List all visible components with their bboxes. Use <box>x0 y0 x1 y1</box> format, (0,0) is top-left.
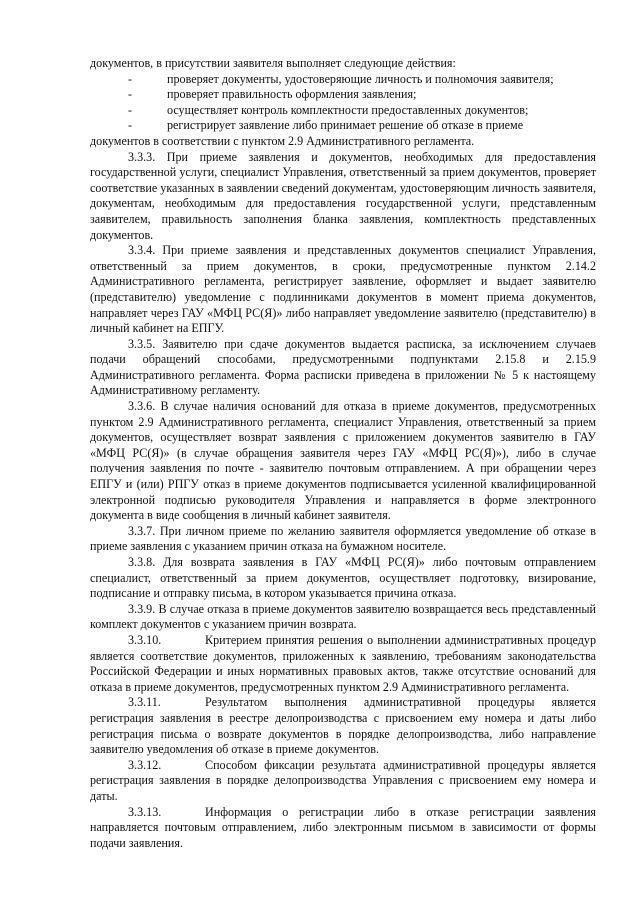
clause-3-3-10 <box>90 633 596 695</box>
clause-3-3-3 <box>90 150 596 244</box>
clause-3-3-6 <box>90 399 596 524</box>
bullet-continuation: документов в соответствии с пунктом 2.9 Административного регламента. <box>90 133 475 148</box>
bullet-item <box>90 72 596 88</box>
clause-text: При приеме заявления и документов, необходимых для предоставления государственной услуги, специалист Управления, ответственный за прием документов, проверяет соответствие указанных в заявлении сведений документам, удостоверяющим личность заявителя, документам, необходимым для предоставления государственной услуги, представленным заявителем, правильность заполнения бланка заявления, комплектность представленных документов. <box>90 149 596 242</box>
bullet-dash: - <box>128 118 133 133</box>
document-page <box>90 56 596 851</box>
clause-number: 3.3.13. <box>128 804 162 819</box>
clause-3-3-5 <box>90 337 596 399</box>
clause-3-3-11 <box>90 695 596 757</box>
clause-3-3-13 <box>90 805 596 852</box>
clause-number: 3.3.7. <box>128 523 156 538</box>
clause-text: Для возврата заявления в ГАУ «МФЦ РС(Я)» либо почтовым отправлением специалист, ответственный за прием документов, осуществляет подготовку, визирование, подписание и отправку письма, в котором указывается причина отказа. <box>90 555 596 601</box>
clause-text: В случае отказа в приеме документов заявителю возвращается весь представленный комплект документов с указанием причин возврата. <box>90 601 596 632</box>
clause-text: В случае наличия оснований для отказа в приеме документов, предусмотренных пунктом 2.9 Административного регламента, специалист Управления, ответственный за прием документов, осуществляет возврат заявления с приложением документов заявителю в ГАУ «МФЦ РС(Я)» (в случае обращения заявителя через ГАУ «МФЦ РС(Я)»), либо в случае получения заявления по почте - заявителю почтовым отправлением. А при обращении через ЕПГУ и (или) РПГУ отказ в приеме документов подписывается усиленной квалифицированной электронной подписью руководителя Управления и направляется в форме электронного документа в виде сообщения в личный кабинет заявителя. <box>90 399 596 523</box>
clause-number: 3.3.5. <box>128 336 156 351</box>
bullet-item <box>90 103 596 119</box>
clause-text: Критерием принятия решения о выполнении административных процедур является соответствие документов, приложенных к заявлению, требованиям законодательства Российской Федерации и иных нормативных правовых актов, также отсутствие оснований для отказа в приеме документов, предусмотренных пунктом 2.9 Административного регламента. <box>90 632 596 694</box>
clause-3-3-4 <box>90 243 596 337</box>
clause-number: 3.3.6. <box>128 399 156 414</box>
clause-number: 3.3.9. <box>128 601 156 616</box>
clause-text: При личном приеме по желанию заявителя оформляется уведомление об отказе в приеме заявления с указанием причин отказа на бумажном носителе. <box>90 523 596 554</box>
clause-text: Способом фиксации результата административной процедуры является регистрация заявления в порядке делопроизводства Управления с присвоением ему номера и даты. <box>90 757 596 803</box>
bullet-text: регистрирует заявление либо принимает решение об отказе в приеме <box>167 118 524 133</box>
clause-text: Результатом выполнения административной процедуры является регистрация заявления в реестре делопроизводства с присвоением ему номера и даты либо регистрация письма о возврате документов в порядке делопроизводства, либо направление заявителю уведомления об отказе в приеме документов. <box>90 695 596 757</box>
clause-3-3-12 <box>90 758 596 805</box>
bullet-text: проверяет правильность оформления заявления; <box>167 87 417 102</box>
lead-line: документов, в присутствии заявителя выполняет следующие действия: <box>90 56 456 70</box>
clause-number: 3.3.11. <box>128 695 161 710</box>
clause-text: Информация о регистрации либо в отказе регистрации заявления направляется почтовым отправлением, либо электронным письмом в зависимости от формы подачи заявления. <box>90 804 596 850</box>
clause-number: 3.3.3. <box>128 149 156 164</box>
clause-number: 3.3.12. <box>128 757 162 772</box>
bullet-dash: - <box>128 87 133 102</box>
bullet-text: осуществляет контроль комплектности предоставленных документов; <box>167 102 529 117</box>
clause-text: При приеме заявления и представленных документов специалист Управления, ответственный за прием документов, в сроки, предусмотренные пунктом 2.14.2 Административного регламента, регистрирует заявление, оформляет и выдает заявителю (представителю) уведомление с подлинниками документов в момент приема документов, направляет через ГАУ «МФЦ РС(Я)» либо направляет уведомление заявителю (представителю) в личный кабинет на ЕПГУ. <box>90 243 596 336</box>
bullet-item <box>90 118 596 134</box>
clause-3-3-8 <box>90 555 596 602</box>
clause-3-3-9 <box>90 602 596 633</box>
clause-number: 3.3.10. <box>128 632 162 647</box>
clause-number: 3.3.8. <box>128 555 156 569</box>
clause-number: 3.3.4. <box>128 243 156 258</box>
bullet-dash: - <box>128 102 133 117</box>
bullet-item <box>90 87 596 103</box>
bullet-dash: - <box>128 71 133 86</box>
bullet-text: проверяет документы, удостоверяющие личность и полномочия заявителя; <box>167 71 554 86</box>
clause-3-3-7 <box>90 524 596 555</box>
clause-text: Заявителю при сдаче документов выдается расписка, за исключением случаев подачи обращений способами, предусмотренными подпунктами 2.15.8 и 2.15.9 Административного регламента. Форма расписки приведена в приложении № 5 к настоящему Административному регламенту. <box>90 336 596 398</box>
